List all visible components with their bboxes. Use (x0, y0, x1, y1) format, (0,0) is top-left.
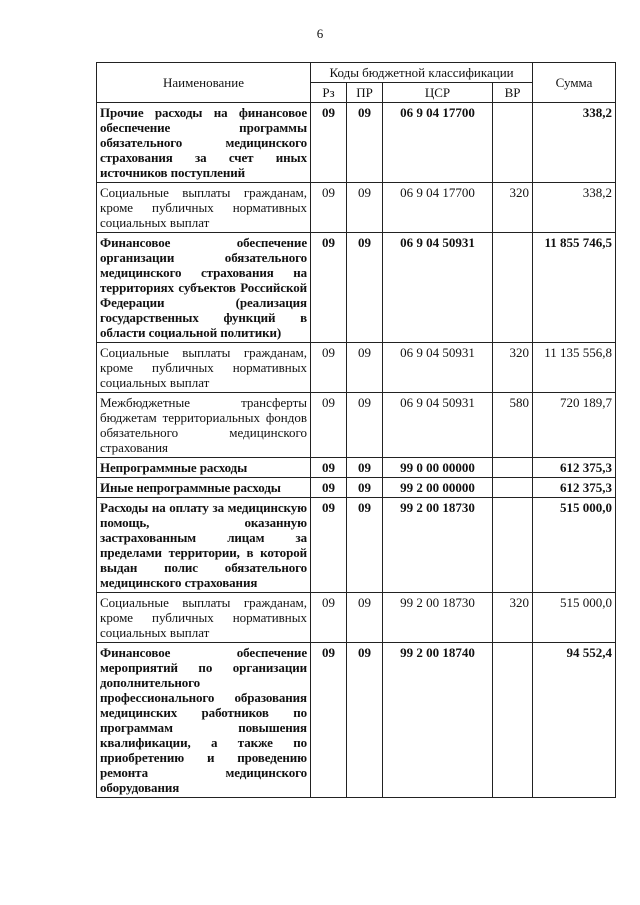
table-row (97, 183, 616, 233)
cell-vr: 320 (493, 343, 533, 393)
cell-vr (493, 498, 533, 593)
cell-csr: 06 9 04 50931 (383, 233, 493, 343)
table-row (97, 103, 616, 183)
cell-sum: 11 135 556,8 (533, 343, 616, 393)
cell-rz: 09 (311, 393, 347, 458)
cell-rz: 09 (311, 233, 347, 343)
cell-pr: 09 (347, 478, 383, 498)
header-vr: ВР (493, 83, 533, 103)
cell-name: Иные непрограммные расходы (97, 478, 311, 498)
table-row (97, 643, 616, 798)
table-row (97, 458, 616, 478)
cell-vr: 320 (493, 183, 533, 233)
cell-pr: 09 (347, 343, 383, 393)
cell-name: Социальные выплаты гражданам, кроме публичных нормативных социальных выплат (97, 593, 311, 643)
cell-sum: 612 375,3 (533, 478, 616, 498)
cell-rz: 09 (311, 183, 347, 233)
cell-vr (493, 103, 533, 183)
cell-name: Межбюджетные трансферты бюджетам территориальных фондов обязательного медицинского страхования (97, 393, 311, 458)
cell-pr: 09 (347, 183, 383, 233)
cell-sum: 94 552,4 (533, 643, 616, 798)
cell-vr (493, 233, 533, 343)
cell-sum: 515 000,0 (533, 593, 616, 643)
cell-pr: 09 (347, 643, 383, 798)
header-name: Наименование (97, 63, 311, 103)
cell-name: Прочие расходы на финансовое обеспечение программы обязательного медицинского страхования за счет иных источников поступлений (97, 103, 311, 183)
cell-name: Расходы на оплату за медицинскую помощь, оказанную застрахованным лицам за пределами территории, в которой выдан полис обязательного медицинского страхования (97, 498, 311, 593)
table-row (97, 498, 616, 593)
header-rz: Рз (311, 83, 347, 103)
cell-csr: 99 0 00 00000 (383, 458, 493, 478)
cell-csr: 06 9 04 17700 (383, 103, 493, 183)
cell-sum: 515 000,0 (533, 498, 616, 593)
cell-name: Социальные выплаты гражданам, кроме публичных нормативных социальных выплат (97, 343, 311, 393)
header-pr: ПР (347, 83, 383, 103)
cell-pr: 09 (347, 233, 383, 343)
cell-sum: 612 375,3 (533, 458, 616, 478)
cell-name: Финансовое обеспечение организации обязательного медицинского страхования на территориях субъектов Российской Федерации (реализация государственных функций в области социальной политики) (97, 233, 311, 343)
table-row (97, 478, 616, 498)
cell-vr: 320 (493, 593, 533, 643)
cell-csr: 99 2 00 18730 (383, 593, 493, 643)
cell-sum: 720 189,7 (533, 393, 616, 458)
cell-pr: 09 (347, 103, 383, 183)
cell-csr: 99 2 00 00000 (383, 478, 493, 498)
table-row (97, 593, 616, 643)
cell-rz: 09 (311, 458, 347, 478)
cell-csr: 99 2 00 18730 (383, 498, 493, 593)
cell-vr: 580 (493, 393, 533, 458)
cell-rz: 09 (311, 593, 347, 643)
cell-pr: 09 (347, 393, 383, 458)
cell-csr: 06 9 04 50931 (383, 393, 493, 458)
cell-vr (493, 458, 533, 478)
table-header (97, 63, 616, 103)
cell-sum: 338,2 (533, 183, 616, 233)
cell-pr: 09 (347, 593, 383, 643)
table-row (97, 233, 616, 343)
header-sum: Сумма (533, 63, 616, 103)
cell-name: Непрограммные расходы (97, 458, 311, 478)
cell-sum: 11 855 746,5 (533, 233, 616, 343)
budget-table (96, 62, 616, 798)
cell-csr: 06 9 04 50931 (383, 343, 493, 393)
cell-name: Финансовое обеспечение мероприятий по организации дополнительного профессионального образования медицинских работников по программам повышения квалификации, а также по приобретению и проведению ремонта медицинского оборудования (97, 643, 311, 798)
cell-sum: 338,2 (533, 103, 616, 183)
cell-rz: 09 (311, 478, 347, 498)
cell-rz: 09 (311, 103, 347, 183)
cell-pr: 09 (347, 498, 383, 593)
cell-csr: 06 9 04 17700 (383, 183, 493, 233)
cell-rz: 09 (311, 643, 347, 798)
page-number: 6 (316, 26, 324, 41)
cell-vr (493, 478, 533, 498)
cell-rz: 09 (311, 343, 347, 393)
header-codes: Коды бюджетной классификации (311, 63, 533, 83)
cell-csr: 99 2 00 18740 (383, 643, 493, 798)
table-row (97, 343, 616, 393)
table-body (97, 103, 616, 798)
cell-vr (493, 643, 533, 798)
cell-name: Социальные выплаты гражданам, кроме публичных нормативных социальных выплат (97, 183, 311, 233)
table-row (97, 393, 616, 458)
cell-pr: 09 (347, 458, 383, 478)
header-csr: ЦСР (383, 83, 493, 103)
cell-rz: 09 (311, 498, 347, 593)
